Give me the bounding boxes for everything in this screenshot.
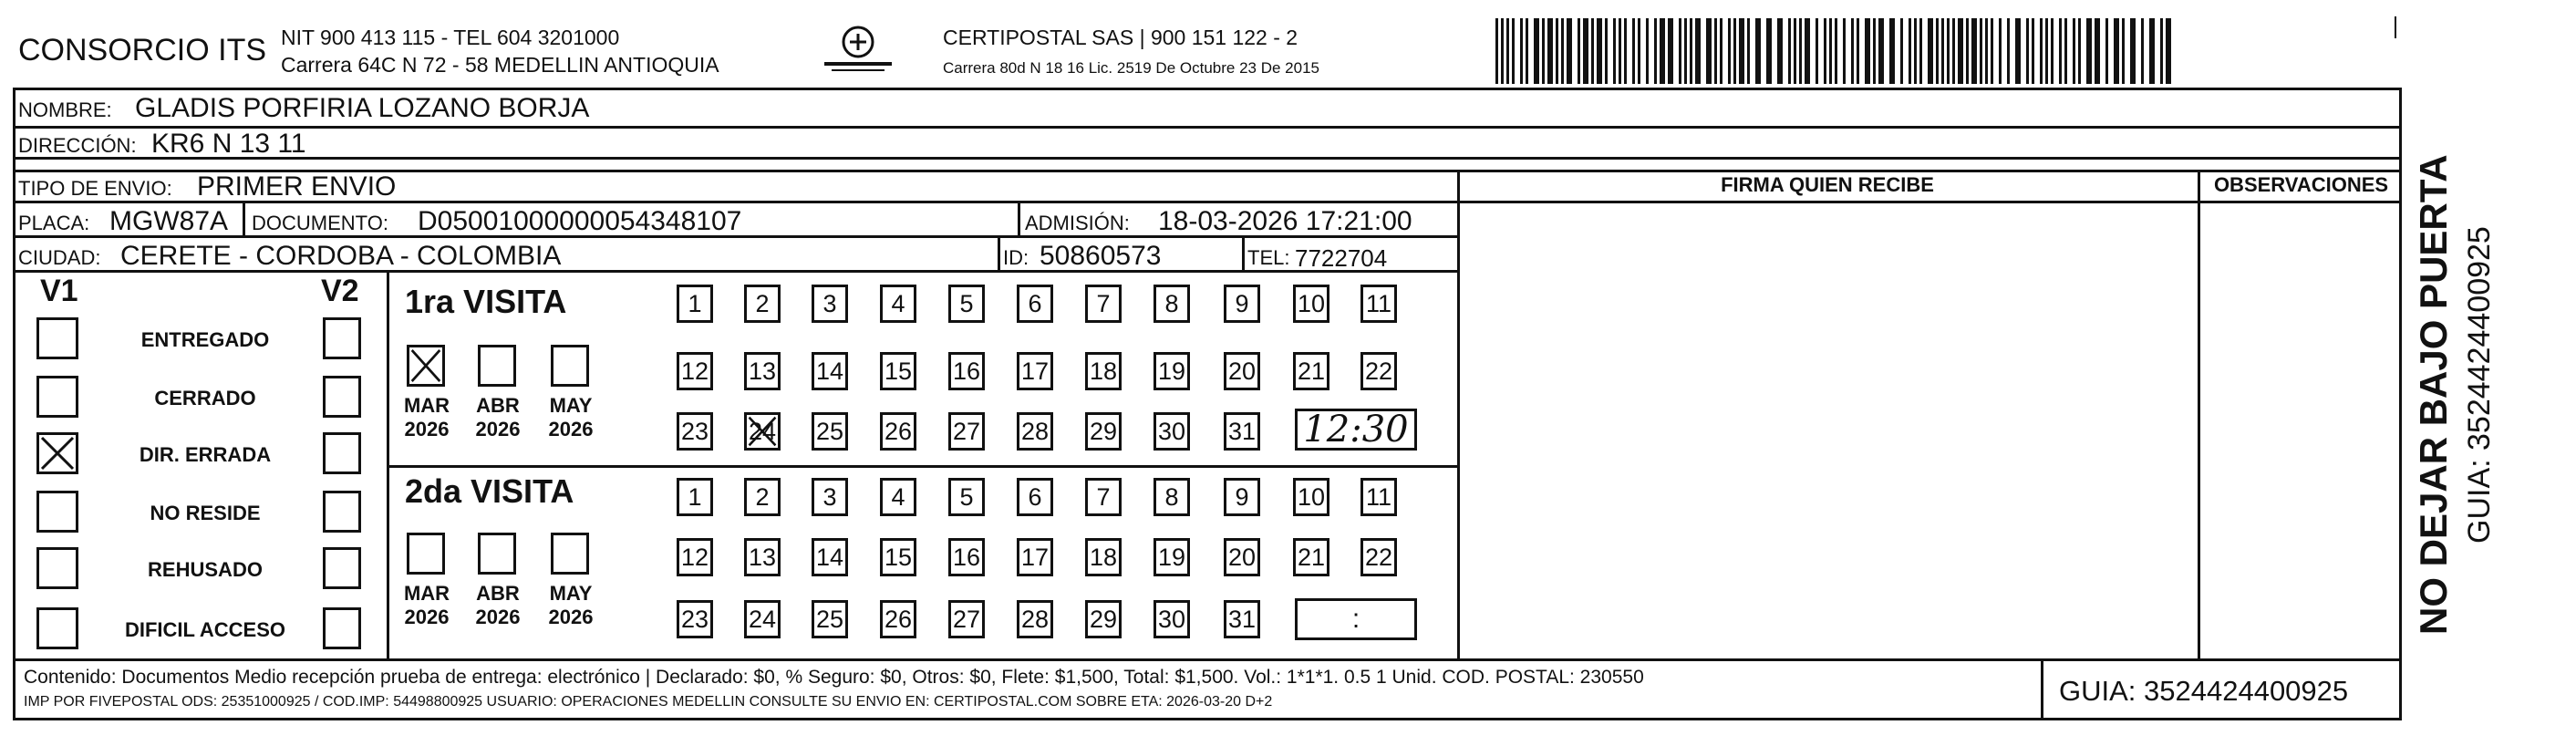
first-visit-day-box[interactable]: 20	[1224, 352, 1260, 390]
nit-line: NIT 900 413 115 - TEL 604 3201000	[281, 26, 620, 49]
barcode-bar	[1816, 18, 1818, 84]
barcode-bar	[2130, 18, 2136, 84]
second-visit-day-box[interactable]: 7	[1085, 478, 1122, 516]
second-visit-day-box[interactable]: 13	[744, 538, 781, 576]
barcode-bar	[1720, 18, 1723, 84]
month-year: 2026	[404, 606, 450, 629]
second-visit-month-checkbox-abr[interactable]	[478, 533, 516, 575]
barcode-bar	[1936, 18, 1939, 84]
first-visit-day-box[interactable]: 17	[1017, 352, 1053, 390]
first-visit-day-box[interactable]: 19	[1154, 352, 1190, 390]
first-visit-day-box[interactable]: 1	[677, 285, 713, 323]
barcode-bar	[1733, 18, 1736, 84]
barcode-bar	[1638, 18, 1640, 84]
month-name: ABR	[476, 582, 520, 605]
barcode-bar	[1794, 18, 1796, 84]
month-year: 2026	[475, 418, 521, 441]
barcode-bar	[1561, 18, 1564, 84]
month-name: MAY	[549, 394, 593, 417]
tipo-envio-label: TIPO DE ENVIO:	[18, 177, 172, 200]
first-visit-day-box[interactable]: 14	[812, 352, 848, 390]
second-visit-day-box[interactable]: 19	[1154, 538, 1190, 576]
barcode-bar	[1591, 18, 1594, 84]
barcode-bar	[2086, 18, 2092, 84]
barcode-bar	[2045, 18, 2048, 84]
direccion-value: KR6 N 13 11	[151, 129, 306, 159]
barcode-bar	[1619, 18, 1621, 84]
second-visit-day-box[interactable]: 26	[880, 600, 916, 638]
edge-tick	[2395, 16, 2396, 38]
documento-label: DOCUMENTO:	[252, 212, 388, 234]
barcode-bar	[1805, 18, 1810, 84]
barcode-bar	[2122, 18, 2125, 84]
barcode-bar	[2051, 18, 2054, 84]
v2-checkbox-3[interactable]	[323, 432, 361, 474]
barcode-bar	[1991, 18, 1993, 84]
barcode-bar	[1660, 18, 1665, 84]
company-name: CONSORCIO ITS	[18, 33, 267, 67]
v1-checkbox-3[interactable]	[36, 432, 78, 474]
contenido-line: Contenido: Documentos Medio recepción prueba de entrega: electrónico | Declarado: $0, % Seguro: $0, Otros: $0, Flete: $1,500, Total: $1,500. Vol.: 1*1*1. 0.5 1 Unid. COD. POSTAL: 230550	[24, 667, 1644, 688]
barcode-bar	[1799, 18, 1802, 84]
admision-value: 18-03-2026 17:21:00	[1158, 206, 1412, 236]
v1-label: V1	[40, 274, 78, 308]
first-visit-day-box[interactable]: 18	[1085, 352, 1122, 390]
second-visit-day-box[interactable]: 28	[1017, 600, 1053, 638]
barcode-bar	[2141, 18, 2144, 84]
second-visit-day-box[interactable]: 11	[1360, 478, 1397, 516]
barcode-bar	[1556, 18, 1558, 84]
footer-guia: GUIA: 3524424400925	[2059, 675, 2349, 707]
barcode-bar	[1878, 18, 1884, 84]
barcode-bar	[1755, 18, 1761, 84]
side-guia: GUIA: 3524424400925	[2462, 226, 2497, 544]
first-visit-day-box[interactable]: 5	[948, 285, 985, 323]
barcode-bar	[1999, 18, 2002, 84]
barcode-bar	[1766, 18, 1772, 84]
placa-label: PLACA:	[18, 212, 90, 234]
barcode-bar	[1980, 18, 1982, 84]
barcode-bar	[1624, 18, 1627, 84]
barcode-bar	[2007, 18, 2010, 84]
second-visit-day-box[interactable]: 30	[1154, 600, 1190, 638]
barcode-bar	[2026, 18, 2029, 84]
first-visit-day-box[interactable]: 22	[1360, 352, 1397, 390]
barcode-bar	[1835, 18, 1837, 84]
second-visit-month-label	[543, 582, 598, 630]
barcode-bar	[1966, 18, 1969, 84]
second-visit-day-box[interactable]: 25	[812, 600, 848, 638]
barcode-bar	[1583, 18, 1588, 84]
first-visit-day-box[interactable]: 23	[677, 412, 713, 451]
second-visit-day-box[interactable]: 27	[948, 600, 985, 638]
certipostal-line: CERTIPOSTAL SAS | 900 151 122 - 2	[943, 26, 1298, 49]
barcode-bar	[2114, 18, 2119, 84]
barcode-bar	[1900, 18, 1903, 84]
first-visit-day-box[interactable]: 26	[880, 412, 916, 451]
ciudad-value: CERETE - CORDOBA - COLOMBIA	[120, 241, 562, 271]
barcode-bar	[1941, 18, 1944, 84]
status-label: DIFICIL ACCESO	[124, 618, 285, 641]
status-label: REHUSADO	[148, 558, 263, 581]
second-visit-day-box[interactable]: 16	[948, 538, 985, 576]
nombre-value: GLADIS PORFIRIA LOZANO BORJA	[135, 93, 590, 123]
barcode-bar	[1714, 18, 1717, 84]
barcode-bar	[1728, 18, 1731, 84]
side-text	[2407, 88, 2508, 720]
barcode-bar	[1495, 18, 1498, 84]
first-visit-day-box[interactable]: 31	[1224, 412, 1260, 451]
second-visit-day-box[interactable]: 20	[1224, 538, 1260, 576]
second-visit-day-box[interactable]: 4	[880, 478, 916, 516]
nombre-label: NOMBRE:	[18, 98, 112, 121]
first-visit-day-box[interactable]: 8	[1154, 285, 1190, 323]
second-visit-month-label	[471, 582, 525, 630]
first-visit-day-box[interactable]: 24	[744, 412, 781, 451]
first-visit-day-box[interactable]: 27	[948, 412, 985, 451]
barcode	[1495, 18, 2179, 84]
month-name: MAY	[549, 582, 593, 605]
first-visit-month-label	[471, 394, 525, 442]
month-year: 2026	[548, 418, 594, 441]
barcode-bar	[1788, 18, 1791, 84]
first-visit-day-box[interactable]: 7	[1085, 285, 1122, 323]
first-visit-time-box[interactable]: 12:30	[1295, 409, 1417, 451]
barcode-bar	[2149, 18, 2155, 84]
second-visit-time-box[interactable]: :	[1295, 598, 1417, 640]
barcode-bar	[1914, 18, 1917, 84]
barcode-bar	[1829, 18, 1832, 84]
barcode-bar	[1501, 18, 1504, 84]
barcode-bar	[1526, 18, 1528, 84]
second-visit-day-box[interactable]: 9	[1224, 478, 1260, 516]
barcode-bar	[1747, 18, 1750, 84]
barcode-bar	[1646, 18, 1649, 84]
second-visit-day-box[interactable]: 22	[1360, 538, 1397, 576]
barcode-bar	[2105, 18, 2108, 84]
first-visit-day-box[interactable]: 15	[880, 352, 916, 390]
month-name: MAR	[403, 582, 450, 605]
barcode-bar	[1909, 18, 1911, 84]
first-visit-title: 1ra VISITA	[405, 283, 567, 320]
second-visit-day-box[interactable]: 23	[677, 600, 713, 638]
first-visit-day-box[interactable]: 11	[1360, 285, 1397, 323]
barcode-bar	[1958, 18, 1963, 84]
barcode-bar	[1706, 18, 1712, 84]
v2-label: V2	[321, 274, 359, 308]
first-visit-month-checkbox-abr[interactable]	[478, 345, 516, 387]
barcode-bar	[2095, 18, 2100, 84]
second-visit-day-box[interactable]: 29	[1085, 600, 1122, 638]
barcode-bar	[1632, 18, 1635, 84]
barcode-bar	[1520, 18, 1523, 84]
barcode-bar	[1928, 18, 1933, 84]
first-visit-day-box[interactable]: 10	[1293, 285, 1329, 323]
barcode-bar	[1824, 18, 1826, 84]
status-label: CERRADO	[154, 387, 256, 409]
barcode-bar	[1919, 18, 1922, 84]
id-label: ID:	[1003, 246, 1029, 269]
second-visit-day-box[interactable]: 15	[880, 538, 916, 576]
v2-checkbox-2[interactable]	[323, 376, 361, 418]
barcode-bar	[1654, 18, 1657, 84]
barcode-bar	[1865, 18, 1870, 84]
second-visit-day-box[interactable]: 8	[1154, 478, 1190, 516]
barcode-bar	[1542, 18, 1545, 84]
admision-label: ADMISIÓN:	[1025, 212, 1130, 234]
ciudad-label: CIUDAD:	[18, 246, 101, 269]
certipostal-logo-icon	[817, 24, 899, 78]
barcode-bar	[1690, 18, 1692, 84]
first-visit-month-checkbox-may[interactable]	[551, 345, 589, 387]
second-visit-day-box[interactable]: 2	[744, 478, 781, 516]
v1-checkbox-4[interactable]	[36, 491, 78, 533]
v2-checkbox-6[interactable]	[323, 607, 361, 649]
v1-checkbox-2[interactable]	[36, 376, 78, 418]
month-year: 2026	[475, 606, 521, 629]
v1-checkbox-1[interactable]	[36, 317, 78, 359]
status-label: NO RESIDE	[150, 502, 261, 524]
month-year: 2026	[548, 606, 594, 629]
barcode-bar	[1512, 18, 1515, 84]
barcode-bar	[1889, 18, 1895, 84]
no-dejar-bajo-puerta: NO DEJAR BAJO PUERTA	[2412, 154, 2455, 635]
license-line: Carrera 80d N 18 16 Lic. 2519 De Octubre 23 De 2015	[943, 59, 1319, 77]
barcode-bar	[1971, 18, 1977, 84]
month-year: 2026	[404, 418, 450, 441]
first-visit-day-box[interactable]: 28	[1017, 412, 1053, 451]
month-name: ABR	[476, 394, 520, 417]
id-value: 50860573	[1040, 241, 1162, 271]
firma-label: FIRMA QUIEN RECIBE	[1721, 173, 1934, 196]
v1-checkbox-6[interactable]	[36, 607, 78, 649]
first-visit-day-box[interactable]: 25	[812, 412, 848, 451]
barcode-bar	[2032, 18, 2034, 84]
barcode-bar	[2078, 18, 2081, 84]
second-visit-day-box[interactable]: 1	[677, 478, 713, 516]
tel-value: 7722704	[1295, 244, 1388, 272]
second-visit-month-checkbox-mar[interactable]	[407, 533, 445, 575]
first-visit-day-box[interactable]: 2	[744, 285, 781, 323]
v2-checkbox-5[interactable]	[323, 547, 361, 589]
first-visit-month-checkbox-mar[interactable]	[407, 345, 445, 387]
v2-checkbox-1[interactable]	[323, 317, 361, 359]
barcode-bar	[1843, 18, 1846, 84]
barcode-bar	[1534, 18, 1539, 84]
first-visit-day-box[interactable]: 12	[677, 352, 713, 390]
second-visit-month-checkbox-may[interactable]	[551, 533, 589, 575]
first-visit-day-box[interactable]: 9	[1224, 285, 1260, 323]
second-visit-month-label	[399, 582, 454, 630]
certipostal-logo	[817, 24, 899, 78]
barcode-bar	[2166, 18, 2171, 84]
barcode-bar	[1605, 18, 1608, 84]
first-visit-day-box[interactable]: 29	[1085, 412, 1122, 451]
observaciones-label: OBSERVACIONES	[2213, 173, 2389, 196]
barcode-bar	[1613, 18, 1616, 84]
day-check-mark	[747, 415, 778, 448]
status-label: ENTREGADO	[140, 328, 270, 351]
barcode-bar	[1851, 18, 1854, 84]
v1-checkbox-5[interactable]	[36, 547, 78, 589]
second-visit-title: 2da VISITA	[405, 472, 574, 510]
tel-label: TEL:	[1247, 246, 1290, 269]
barcode-bar	[1777, 18, 1783, 84]
address-line: Carrera 64C N 72 - 58 MEDELLIN ANTIOQUIA	[281, 53, 719, 77]
documento-value: D05001000000054348107	[418, 206, 742, 236]
second-visit-day-box[interactable]: 3	[812, 478, 848, 516]
second-visit-day-box[interactable]: 21	[1293, 538, 1329, 576]
second-visit-day-box[interactable]: 10	[1293, 478, 1329, 516]
first-visit-day-box[interactable]: 21	[1293, 352, 1329, 390]
barcode-bar	[1506, 18, 1509, 84]
first-visit-day-box[interactable]: 13	[744, 352, 781, 390]
first-visit-month-label	[399, 394, 454, 442]
first-visit-day-box[interactable]: 16	[948, 352, 985, 390]
direccion-label: DIRECCIÓN:	[18, 134, 137, 157]
barcode-bar	[1597, 18, 1602, 84]
second-visit-day-box[interactable]: 14	[812, 538, 848, 576]
barcode-bar	[1857, 18, 1859, 84]
month-name: MAR	[403, 394, 450, 417]
second-visit-day-box[interactable]: 31	[1224, 600, 1260, 638]
v2-checkbox-4[interactable]	[323, 491, 361, 533]
barcode-bar	[1985, 18, 1988, 84]
barcode-bar	[1547, 18, 1553, 84]
second-visit-day-box[interactable]: 18	[1085, 538, 1122, 576]
status-label: DIR. ERRADA	[139, 443, 272, 466]
tipo-envio-value: PRIMER ENVIO	[197, 171, 397, 202]
barcode-bar	[2015, 18, 2021, 84]
barcode-bar	[1947, 18, 1950, 84]
first-visit-day-box[interactable]: 6	[1017, 285, 1053, 323]
second-visit-day-box[interactable]: 6	[1017, 478, 1053, 516]
second-visit-day-box[interactable]: 24	[744, 600, 781, 638]
second-visit-day-box[interactable]: 12	[677, 538, 713, 576]
first-visit-day-box[interactable]: 3	[812, 285, 848, 323]
barcode-bar	[1578, 18, 1580, 84]
barcode-bar	[2073, 18, 2075, 84]
barcode-bar	[1567, 18, 1572, 84]
barcode-bar	[2160, 18, 2163, 84]
barcode-bar	[1684, 18, 1687, 84]
first-visit-day-box[interactable]: 4	[880, 285, 916, 323]
barcode-bar	[1739, 18, 1744, 84]
imp-line: IMP POR FIVEPOSTAL ODS: 25351000925 / COD.IMP: 54498800925 USUARIO: OPERACIONES MEDELLIN CONSULTE SU ENVIO EN: CERTIPOSTAL.COM SOBRE ETA: 2026-03-20 D+2	[24, 694, 1273, 710]
barcode-bar	[1873, 18, 1876, 84]
barcode-bar	[1679, 18, 1681, 84]
barcode-bar	[2064, 18, 2067, 84]
second-visit-day-box[interactable]: 17	[1017, 538, 1053, 576]
barcode-bar	[1695, 18, 1701, 84]
placa-value: MGW87A	[109, 206, 229, 236]
barcode-bar	[1952, 18, 1955, 84]
barcode-bar	[2040, 18, 2043, 84]
second-visit-day-box[interactable]: 5	[948, 478, 985, 516]
barcode-bar	[1668, 18, 1673, 84]
first-visit-day-box[interactable]: 30	[1154, 412, 1190, 451]
first-visit-month-label	[543, 394, 598, 442]
barcode-bar	[2059, 18, 2062, 84]
